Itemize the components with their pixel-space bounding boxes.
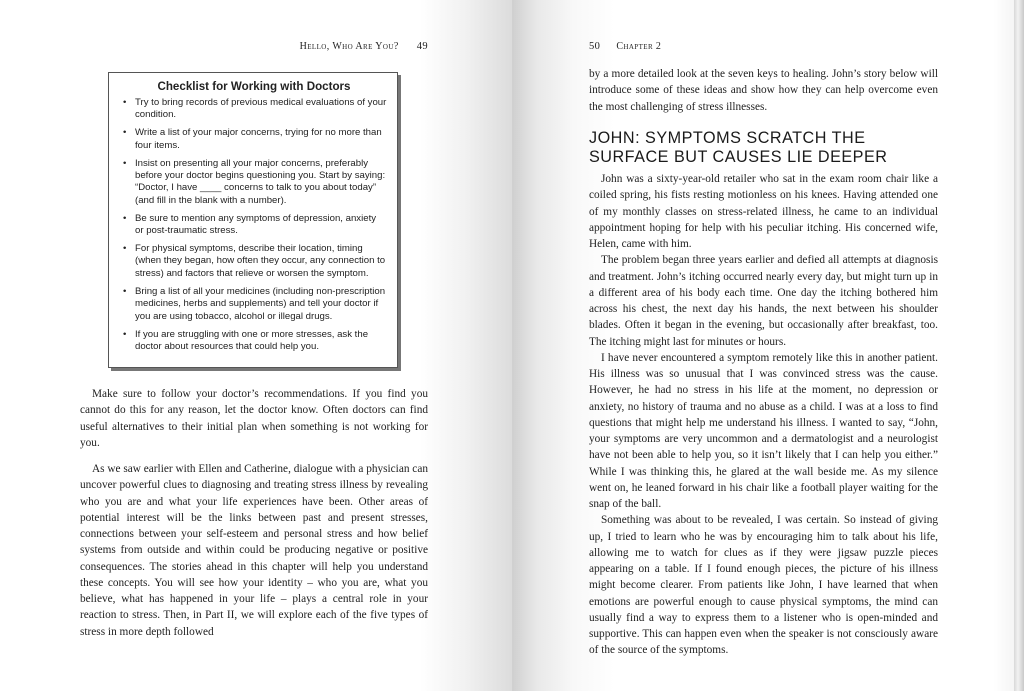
page-edge bbox=[1014, 0, 1024, 691]
checklist-item: • If you are struggling with one or more stresses, ask the doctor about resources that could help you. bbox=[135, 329, 387, 354]
right-page bbox=[512, 0, 1024, 691]
right-intro-text bbox=[589, 66, 938, 115]
checklist-box bbox=[108, 72, 398, 368]
body-paragraph: As we saw earlier with Ellen and Catherine, dialogue with a physician can uncover powerful clues to diagnosing and treating stress illness by revealing who you are and what your life experiences have been. Other areas of potential interest will be the links between past and present stresses, connections between your self-esteem and personal stress and how belief systems from outside and within could be producing negative or positive consequences. The stories ahead in this chapter will help you understand these concepts. You will see how your identity – who you are, what you believe, what has happened in your life – plays a central role in your reaction to stress. Then, in Part II, we will explore each of the five types of stress in more depth followed bbox=[80, 463, 428, 638]
running-head-right bbox=[589, 41, 661, 52]
page-number-left: 49 bbox=[416, 41, 428, 52]
intro-paragraph: by a more detailed look at the seven keys to healing. John’s story below will introduce some of these ideas and show how they can help overcome even the most challenging of stress illnesses. bbox=[589, 68, 938, 113]
running-head-title: Hello, Who Are You? bbox=[299, 41, 399, 52]
running-head-chapter: Chapter 2 bbox=[616, 41, 662, 52]
checklist-items bbox=[121, 97, 387, 353]
body-paragraph: Make sure to follow your doctor’s recommendations. If you find you cannot do this for any reason, let the doctor know. Often doctors can find useful alternatives to their initial plan when something is not working for you. bbox=[80, 388, 428, 449]
body-paragraph: Something was about to be revealed, I was certain. So instead of giving up, I tried to learn who he was by encouraging him to talk about his life, allowing me to watch for clues as if they were jigsaw puzzle pieces appearing on a table. If I found enough pieces, the picture of his illness might become clearer. From patients like John, I have learned that when emotions are powerful enough to cause physical symptoms, the mind can usually find a way to express them to a listener who is open-minded and supportive. This can happen even when the speaker is not consciously aware of the source of the symptoms. bbox=[589, 514, 938, 657]
checklist-item: • Write a list of your major concerns, trying for no more than four items. bbox=[135, 127, 387, 152]
section-heading: JOHN: SYMPTOMS SCRATCH THE SURFACE BUT CAUSES LIE DEEPER bbox=[589, 129, 888, 166]
left-body-text bbox=[80, 386, 428, 640]
body-paragraph: John was a sixty-year-old retailer who sat in the exam room chair like a coiled spring, his fists resting motionless on his knees. Having attended one of my monthly classes on stress-related illness, he came to an individual appointment hoping for help with his peculiar itching. His concerned wife, Helen, came with him. bbox=[589, 173, 938, 250]
checklist-title: Checklist for Working with Doctors bbox=[157, 80, 351, 93]
checklist-item: • Be sure to mention any symptoms of depression, anxiety or post-traumatic stress. bbox=[135, 213, 387, 238]
body-paragraph: The problem began three years earlier and defied all attempts at diagnosis and treatment. John’s itching occurred nearly every day, but might turn up in a different area of his body each time. One day the itching bothered him across his chest, the next day his hands, the next between his shoulder blades. Often it began in the evening, but occasionally after breakfast, too. The itching might last for minutes or hours. bbox=[589, 254, 938, 348]
running-head-left bbox=[300, 41, 428, 52]
checklist-item: • For physical symptoms, describe their location, timing (when they began, how often they occur, any connection to stress) and factors that relieve or worsen the symptom. bbox=[135, 243, 387, 280]
checklist-item: • Insist on presenting all your major concerns, preferably before your doctor begins questioning you. Start by saying: “Doctor, I have ____ concerns to talk to you about today” (and fill in the blank with a number). bbox=[135, 158, 387, 208]
checklist-item: • Try to bring records of previous medical evaluations of your condition. bbox=[135, 97, 387, 122]
checklist-item: • Bring a list of all your medicines (including non-prescription medicines, herbs and supplements) and tell your doctor if you are using tobacco, alcohol or illegal drugs. bbox=[135, 286, 387, 323]
page-number-right: 50 bbox=[589, 41, 601, 52]
right-body-text bbox=[589, 171, 938, 659]
body-paragraph: I have never encountered a symptom remotely like this in another patient. His illness was so unusual that I was convinced stress was the cause. However, he had no stress in his life at the moment, no depression or anxiety, no history of trauma and no abuse as a child. I was at a loss to find questions that might help me understand his illness. I wanted to say, “John, your symptoms are very uncommon and a dermatologist and a neurologist have not been able to help you, so it isn’t likely that I can help you either.” While I was thinking this, he glared at the wall beside me. As my silence went on, he leaned forward in his chair like a football player waiting for the snap of the ball. bbox=[589, 351, 938, 510]
